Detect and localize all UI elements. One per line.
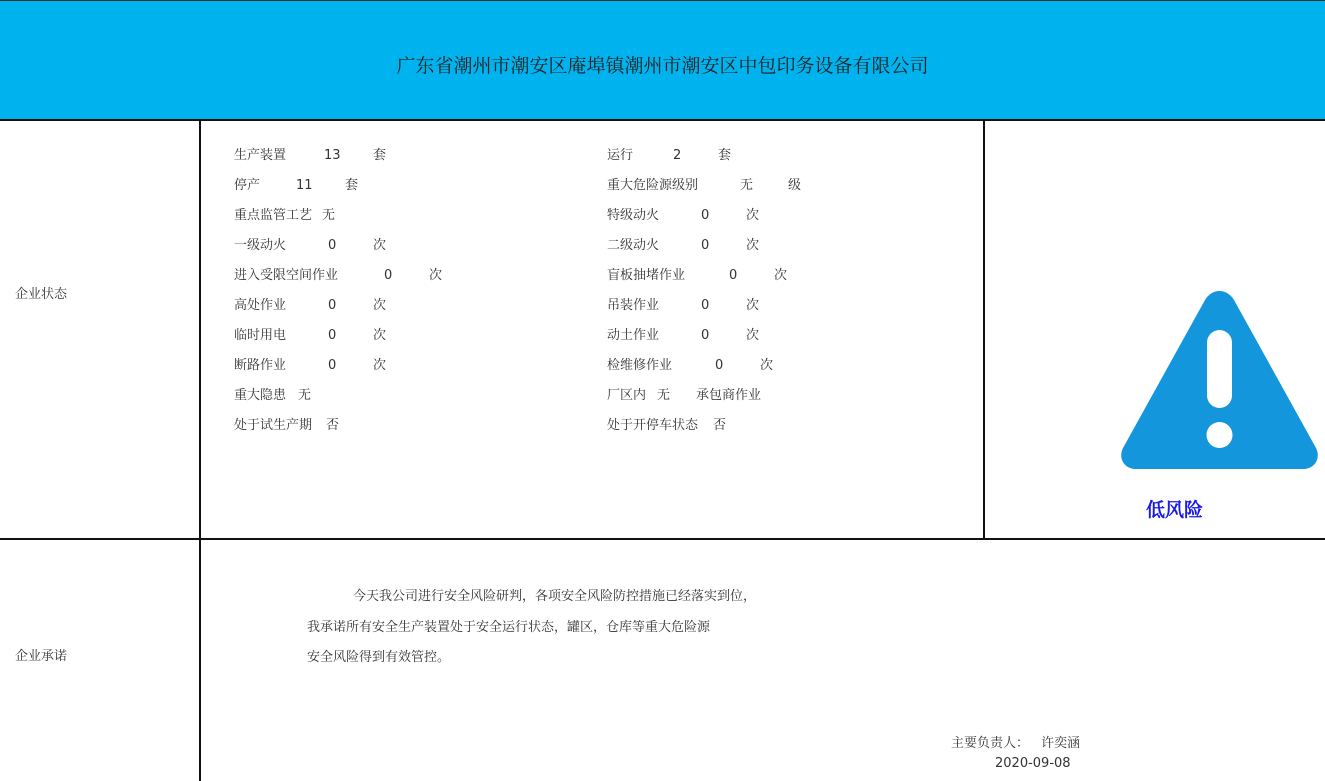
promise-date: 2020-09-08: [995, 756, 1071, 771]
divider-label-column: [199, 119, 201, 781]
promise-line-3: 安全风险得到有效管控。: [307, 650, 451, 665]
page-header: [0, 0, 1325, 119]
promise-line-2: 我承诺所有安全生产装置处于安全运行状态，罐区，仓库等重大危险源: [307, 620, 711, 635]
warning-triangle-icon: [1118, 285, 1321, 471]
divider-risk-column: [983, 119, 985, 540]
responsible-person: [951, 732, 1080, 751]
promise-line-1: 今天我公司进行安全风险研判，各项安全风险防控措施已经落实到位，: [353, 589, 757, 604]
risk-level-label: 低风险: [1146, 499, 1204, 521]
responsible-name: 许奕涵: [1041, 736, 1081, 751]
row-label-promise: 企业承诺: [15, 649, 68, 664]
company-title: 广东省潮州市潮安区庵埠镇潮州市潮安区中包印务设备有限公司: [396, 55, 929, 77]
responsible-label: 主要负责人：: [951, 736, 1030, 751]
row-label-status: 企业状态: [15, 287, 68, 302]
